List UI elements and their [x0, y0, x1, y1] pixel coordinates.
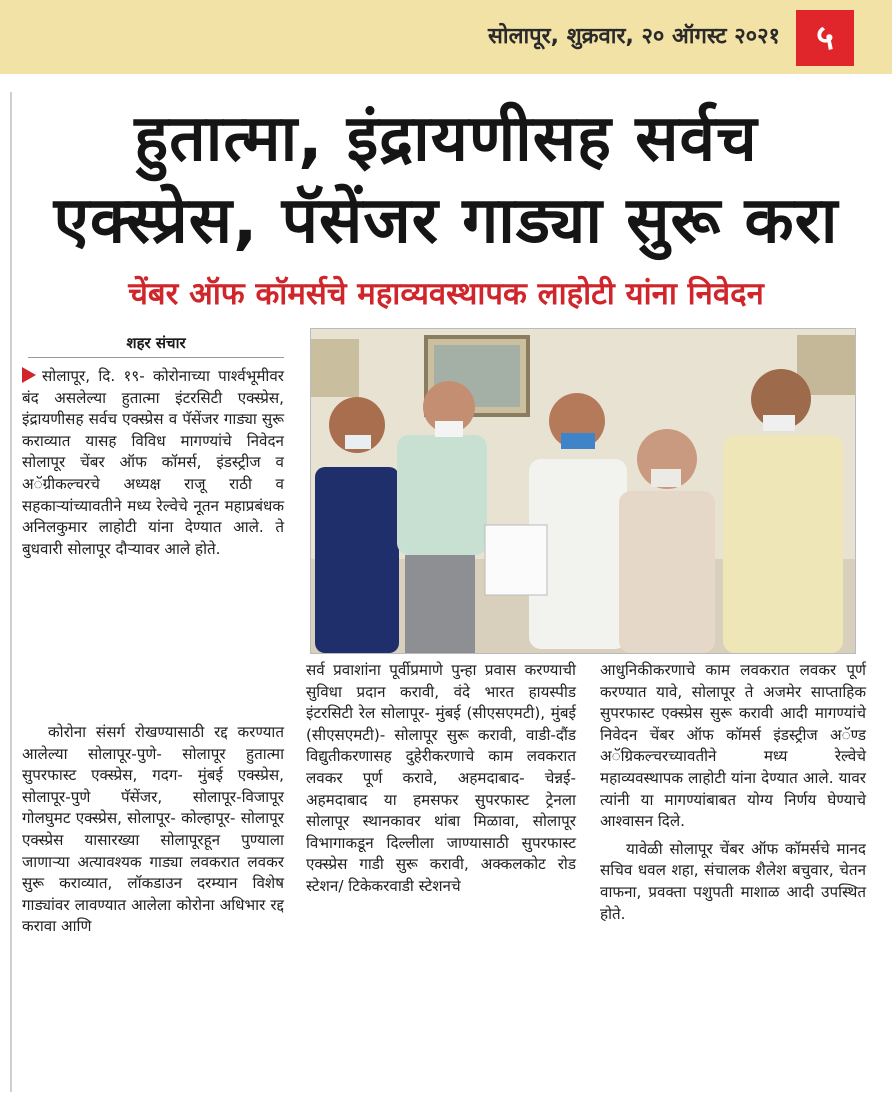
paragraph-5: यावेळी सोलापूर चेंबर ऑफ कॉमर्सचे मानद सचिव धवल शहा, संचालक शैलेश बचुवार, चेतन वाफना, प्रवक्ता पशुपती माशाळ आदी उपस्थित होते. [600, 839, 866, 923]
dateline: सोलापूर, शुक्रवार, २० ऑगस्ट २०२१ [488, 24, 780, 49]
headline-line-1: हुतात्मा, इंद्रायणीसह सर्वच [134, 102, 758, 176]
byline: शहर संचार [28, 333, 284, 358]
photo-illustration [311, 329, 855, 653]
column-3 [600, 660, 866, 931]
paragraph-3: सर्व प्रवाशांना पूर्वीप्रमाणे पुन्हा प्रवास करण्याची सुविधा प्रदान करावी, वंदे भारत हायस्पीड इंटरसिटी रेल सोलापूर- मुंबई (सीएसएमटी), मुंबई (सीएसएमटी)- सोलापूर सुरू करावी, वाडी-दौंड विद्युतीकरणासह दुहेरीकरणाचे काम लवकरात लवकर पूर्ण करावे, अहमदाबाद- चेन्नई- अहमदाबाद या हमसफर सुपरफास्ट ट्रेनला सोलापूर स्थानकावर थांबा मिळावा, सोलापूर विभागाकडून दिल्लीला जाण्यासाठी सुपरफास्ट एक्स्प्रेस गाडी सुरू करावी, अक्कलकोट रोड स्टेशन/ टिकेकरवाडी स्टेशनचे [306, 661, 576, 895]
column-1-top [22, 366, 284, 566]
column-1-bottom [22, 683, 284, 689]
column-2 [306, 660, 576, 904]
lead-paragraph [22, 366, 284, 560]
subheadline: चेंबर ऑफ कॉमर्सचे महाव्यवस्थापक लाहोटी यांना निवेदन [128, 276, 764, 312]
arrow-marker-icon [22, 367, 36, 383]
column-rule [10, 92, 12, 1092]
page-number: ५ [796, 10, 854, 66]
headline [20, 98, 872, 262]
headline-line-2: एक्स्प्रेस, पॅसेंजर गाड्या सुरू करा [53, 184, 839, 258]
lead-text: सोलापूर, दि. १९- कोरोनाच्या पार्श्वभूमीवर बंद असलेल्या हुतात्मा इंटरसिटी एक्स्प्रेस, इंद्रायणीसह सर्वच एक्स्प्रेस व पॅसेंजर गाड्या सुरू कराव्यात यासह विविध मागण्यांचे निवेदन सोलापूर चेंबर ऑफ कॉमर्स, इंडस्ट्रीज व अॅग्रीकल्चरचे अध्यक्ष राजू राठी व सहकाऱ्यांच्यावतीने मध्य रेल्वेचे नूतन महाप्रबंधक अनिलकुमार लाहोटी यांना देण्यात आले. ते बुधवारी सोलापूर दौऱ्यावर आले होते. [22, 367, 284, 558]
paragraph-4: आधुनिकीकरणाचे काम लवकरात लवकर पूर्ण करण्यात यावे, सोलापूर ते अजमेर साप्ताहिक सुपरफास्ट एक्स्प्रेस सुरू करावी आदी मागण्यांचे निवेदन चेंबर ऑफ कॉमर्स इंडस्ट्रीज अॅण्ड अॅग्रिकल्चरच्यावतीने मध्य रेल्वेचे महाव्यवस्थापक लाहोटी यांना देण्यात आले. यावर त्यांनी या मागण्यांबाबत योग्य निर्णय घेण्याचे आश्वासन दिले. [600, 661, 866, 831]
news-photo [310, 328, 856, 654]
paragraph-2: कोरोना संसर्ग रोखण्यासाठी रद्द करण्यात आलेल्या सोलापूर-पुणे- सोलापूर हुतात्मा सुपरफास्ट एक्स्प्रेस, गदग- मुंबई एक्स्प्रेस, सोलापूर-पुणे पॅसेंजर, सोलापूर-विजापूर गोलघुमट एक्स्प्रेस, सोलापूर- कोल्हापूर- सोलापूर एक्स्प्रेस यासारख्या सोलापूरहून पुण्याला जाणाऱ्या अत्यावश्यक गाड्या लवकरात लवकर सुरू कराव्यात, लॉकडाउन दरम्यान विशेष गाड्यांवर लावण्यात आलेला कोरोना अधिभार रद्द करावा आणि [22, 723, 284, 936]
column-1-continued [22, 722, 284, 944]
